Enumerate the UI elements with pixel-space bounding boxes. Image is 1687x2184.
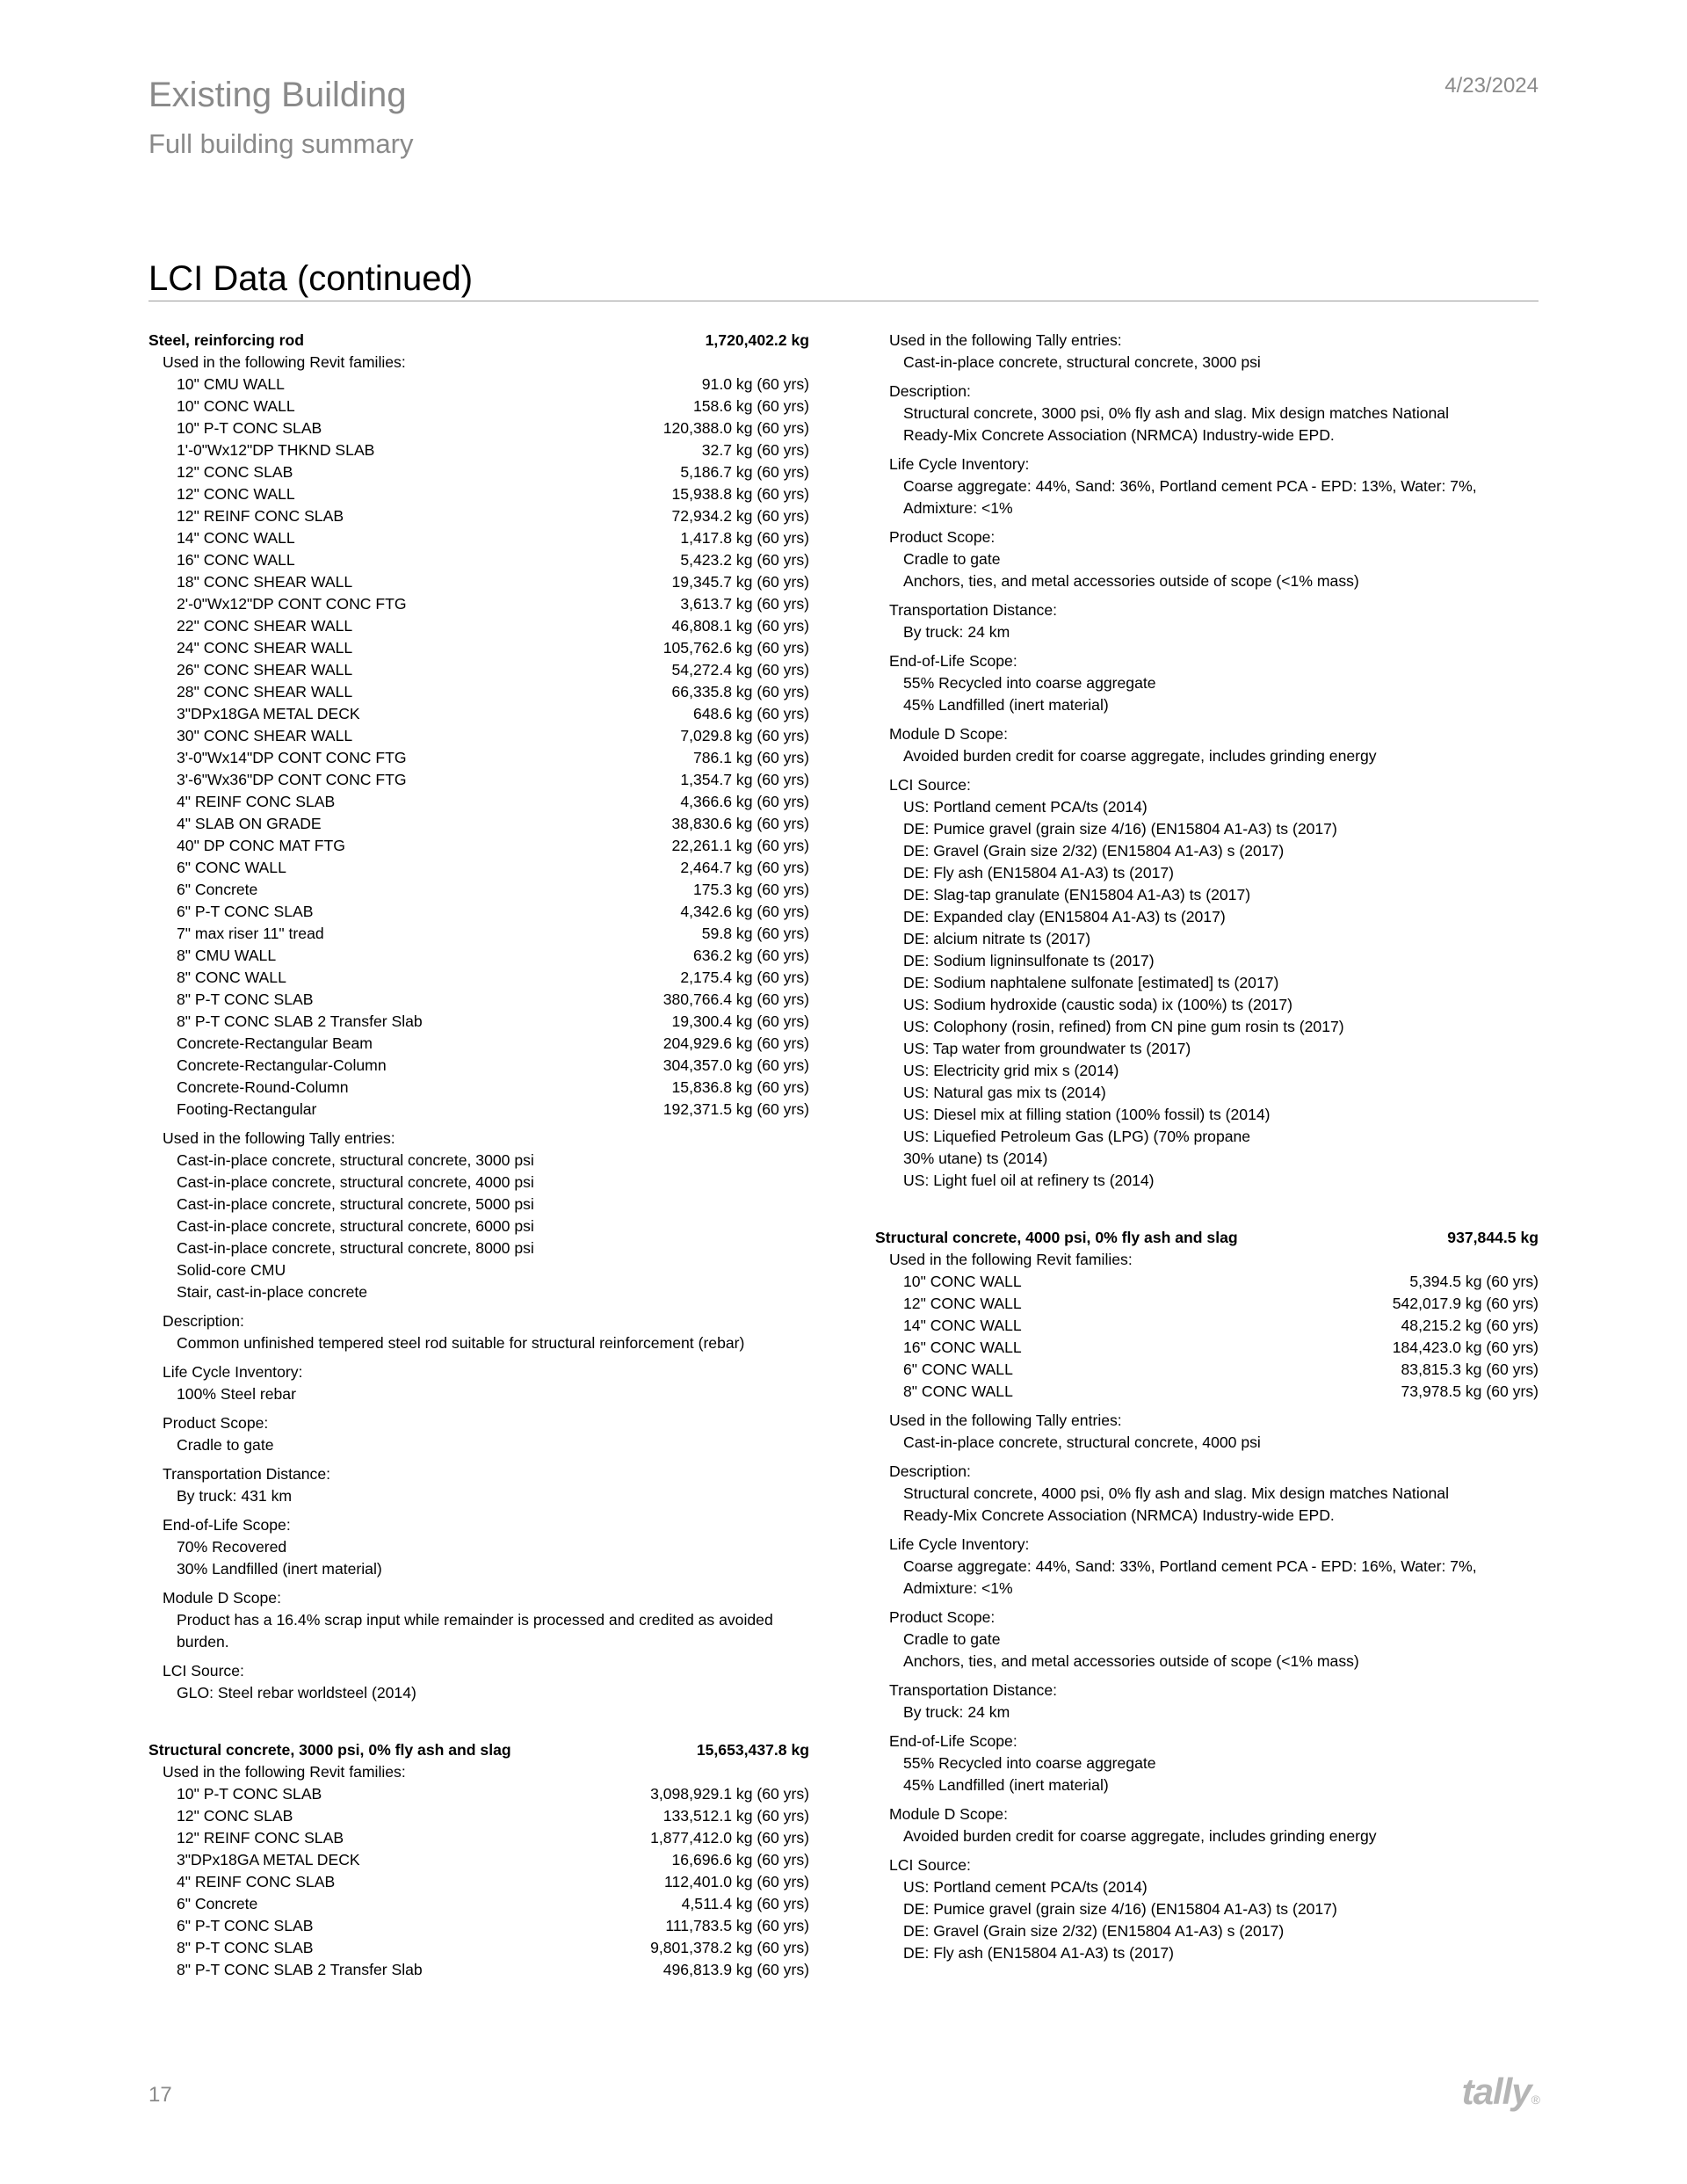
family-name: 1'-0"Wx12"DP THKND SLAB (177, 441, 375, 459)
text-line: By truck: 431 km (177, 1487, 293, 1505)
module-d-text (148, 1609, 809, 1653)
text-line: 30% Landfilled (inert material) (177, 1560, 382, 1578)
family-value: 83,815.3 kg (60 yrs) (1401, 1360, 1539, 1378)
family-row (148, 461, 809, 483)
family-row (148, 1937, 809, 1959)
family-name: 40" DP CONC MAT FTG (177, 837, 345, 854)
family-name: 12" CONC WALL (903, 1295, 1022, 1312)
family-name: 10" P-T CONC SLAB (177, 419, 322, 437)
product-scope-label: Product Scope: (889, 1608, 996, 1626)
family-value: 120,388.0 kg (60 yrs) (662, 419, 809, 437)
material-name: Steel, reinforcing rod (148, 331, 304, 349)
product-scope-text (875, 1629, 1539, 1672)
family-name: 10" CONC WALL (177, 397, 295, 415)
material-total: 1,720,402.2 kg (705, 331, 809, 349)
text-line: Structural concrete, 3000 psi, 0% fly ash and slag. Mix design matches National (903, 404, 1449, 422)
tally-entries-list (875, 352, 1539, 374)
family-row (148, 1827, 809, 1849)
text-line: By truck: 24 km (903, 623, 1010, 641)
family-name: Footing-Rectangular (177, 1100, 317, 1118)
family-value: 380,766.4 kg (60 yrs) (662, 990, 809, 1008)
report-title: Existing Building (148, 76, 407, 114)
family-row (148, 527, 809, 549)
family-value: 19,300.4 kg (60 yrs) (671, 1012, 809, 1030)
description-label: Description: (163, 1312, 244, 1330)
family-row (148, 1011, 809, 1033)
report-date: 4/23/2024 (1444, 74, 1539, 98)
family-name: 3'-6"Wx36"DP CONT CONC FTG (177, 771, 407, 788)
family-name: 26" CONC SHEAR WALL (177, 661, 353, 678)
family-name: 7" max riser 11" tread (177, 925, 324, 942)
text-line: By truck: 24 km (903, 1703, 1010, 1721)
family-name: 2'-0"Wx12"DP CONT CONC FTG (177, 595, 407, 613)
text-line: US: Sodium hydroxide (caustic soda) ix (100%) ts (2017) (903, 996, 1292, 1013)
lci-source-text (875, 1876, 1539, 1964)
family-row (148, 1805, 809, 1827)
text-line: Coarse aggregate: 44%, Sand: 33%, Portland cement PCA - EPD: 16%, Water: 7%, (903, 1557, 1477, 1575)
family-value: 175.3 kg (60 yrs) (692, 881, 809, 898)
family-row (148, 703, 809, 725)
family-row (148, 967, 809, 989)
family-value: 192,371.5 kg (60 yrs) (662, 1100, 809, 1118)
family-name: 10" CMU WALL (177, 375, 285, 393)
family-value: 46,808.1 kg (60 yrs) (671, 617, 809, 635)
family-value: 7,029.8 kg (60 yrs) (680, 727, 809, 744)
text-line: Admixture: <1% (903, 1579, 1013, 1597)
text-line: US: Portland cement PCA/ts (2014) (903, 798, 1148, 816)
family-name: 8" CMU WALL (177, 947, 277, 964)
transportation-label: Transportation Distance: (889, 1681, 1058, 1699)
family-row (148, 945, 809, 967)
family-value: 2,464.7 kg (60 yrs) (680, 859, 809, 876)
family-name: 6" Concrete (177, 1895, 258, 1912)
description-text (875, 1483, 1539, 1527)
family-name: 12" REINF CONC SLAB (177, 507, 344, 525)
lci-source-label: LCI Source: (889, 776, 971, 794)
tally-entries-label: Used in the following Tally entries: (889, 331, 1122, 349)
family-value: 133,512.1 kg (60 yrs) (662, 1807, 809, 1825)
inventory-label: Life Cycle Inventory: (889, 1535, 1030, 1553)
text-line: Cradle to gate (177, 1436, 274, 1454)
family-value: 2,175.4 kg (60 yrs) (680, 969, 809, 986)
family-row (148, 659, 809, 681)
family-value: 786.1 kg (60 yrs) (692, 749, 809, 766)
family-name: 14" CONC WALL (177, 529, 295, 547)
tally-logo (1462, 2071, 1539, 2113)
text-line: Cradle to gate (903, 550, 1001, 568)
report-subtitle: Full building summary (148, 128, 414, 159)
text-line: Cast-in-place concrete, structural concrete, 3000 psi (903, 353, 1261, 371)
product-scope-label: Product Scope: (889, 528, 996, 546)
family-value: 5,186.7 kg (60 yrs) (680, 463, 809, 481)
family-name: Concrete-Round-Column (177, 1078, 349, 1096)
inventory-text (875, 475, 1539, 519)
revit-families-list (148, 1783, 809, 1981)
text-line: DE: Slag-tap granulate (EN15804 A1-A3) ts (2017) (903, 886, 1251, 903)
text-line: Cast-in-place concrete, structural concrete, 8000 psi (177, 1239, 534, 1257)
text-line: Structural concrete, 4000 psi, 0% fly ash and slag. Mix design matches National (903, 1484, 1449, 1502)
family-row (148, 923, 809, 945)
tally-entries-list (875, 1432, 1539, 1454)
family-value: 54,272.4 kg (60 yrs) (671, 661, 809, 678)
text-line: Solid-core CMU (177, 1261, 286, 1279)
family-value: 111,783.5 kg (60 yrs) (665, 1917, 809, 1934)
family-value: 304,357.0 kg (60 yrs) (662, 1056, 809, 1074)
material-block-sc3000-families (148, 1739, 809, 1981)
family-name: 18" CONC SHEAR WALL (177, 573, 353, 591)
family-row (148, 725, 809, 747)
text-line: DE: Sodium ligninsulfonate ts (2017) (903, 952, 1155, 969)
lci-source-label: LCI Source: (163, 1662, 244, 1680)
family-value: 112,401.0 kg (60 yrs) (664, 1873, 809, 1890)
family-row (148, 901, 809, 923)
family-name: 3"DPx18GA METAL DECK (177, 1851, 360, 1868)
text-line: Ready-Mix Concrete Association (NRMCA) Industry-wide EPD. (903, 1506, 1335, 1524)
family-row (148, 879, 809, 901)
family-row (148, 681, 809, 703)
family-value: 542,017.9 kg (60 yrs) (1392, 1295, 1539, 1312)
description-label: Description: (889, 382, 971, 400)
family-value: 73,978.5 kg (60 yrs) (1401, 1382, 1539, 1400)
module-d-text (875, 745, 1539, 767)
module-d-label: Module D Scope: (889, 1805, 1008, 1823)
family-name: 8" CONC WALL (903, 1382, 1013, 1400)
text-line: 100% Steel rebar (177, 1385, 296, 1403)
family-name: 16" CONC WALL (903, 1339, 1022, 1356)
revit-families-label: Used in the following Revit families: (889, 1251, 1133, 1268)
family-name: 10" CONC WALL (903, 1273, 1022, 1290)
family-row (148, 483, 809, 505)
tally-entries-list (148, 1150, 809, 1303)
family-value: 15,938.8 kg (60 yrs) (671, 485, 809, 503)
text-line: DE: Expanded clay (EN15804 A1-A3) ts (2017) (903, 908, 1226, 925)
section-title: LCI Data (continued) (148, 259, 474, 298)
family-row (148, 835, 809, 857)
family-name: 12" CONC SLAB (177, 463, 293, 481)
family-value: 19,345.7 kg (60 yrs) (671, 573, 809, 591)
text-line: 45% Landfilled (inert material) (903, 696, 1109, 714)
family-value: 4,366.6 kg (60 yrs) (680, 793, 809, 810)
family-row (148, 1055, 809, 1077)
family-name: 12" CONC WALL (177, 485, 295, 503)
family-value: 38,830.6 kg (60 yrs) (671, 815, 809, 832)
family-name: 6" CONC WALL (177, 859, 286, 876)
family-row (875, 1337, 1539, 1359)
family-row (148, 791, 809, 813)
family-value: 496,813.9 kg (60 yrs) (662, 1961, 809, 1978)
family-row (148, 395, 809, 417)
text-line: 70% Recovered (177, 1538, 287, 1556)
family-value: 59.8 kg (60 yrs) (701, 925, 809, 942)
family-name: 12" CONC SLAB (177, 1807, 293, 1825)
description-label: Description: (889, 1462, 971, 1480)
family-value: 15,836.8 kg (60 yrs) (671, 1078, 809, 1096)
family-row (148, 1077, 809, 1099)
text-line: Anchors, ties, and metal accessories outside of scope (<1% mass) (903, 1652, 1359, 1670)
family-row (148, 1099, 809, 1121)
family-name: 22" CONC SHEAR WALL (177, 617, 353, 635)
description-text (875, 403, 1539, 446)
family-row (148, 439, 809, 461)
text-line: Cast-in-place concrete, structural concrete, 6000 psi (177, 1217, 534, 1235)
family-value: 5,423.2 kg (60 yrs) (680, 551, 809, 569)
family-row (148, 747, 809, 769)
family-value: 72,934.2 kg (60 yrs) (671, 507, 809, 525)
text-line: DE: Gravel (Grain size 2/32) (EN15804 A1-A3) s (2017) (903, 1922, 1285, 1940)
family-name: 4" REINF CONC SLAB (177, 793, 336, 810)
text-line: Cast-in-place concrete, structural concrete, 3000 psi (177, 1151, 534, 1169)
family-value: 3,098,929.1 kg (60 yrs) (650, 1785, 809, 1803)
eol-scope-text (875, 672, 1539, 716)
family-row (148, 505, 809, 527)
family-name: 4" SLAB ON GRADE (177, 815, 322, 832)
eol-scope-label: End-of-Life Scope: (889, 652, 1017, 670)
lci-source-label: LCI Source: (889, 1856, 971, 1874)
material-header (875, 1227, 1539, 1249)
family-value: 4,511.4 kg (60 yrs) (681, 1895, 809, 1912)
logo-text: tally (1461, 2071, 1531, 2112)
text-line: DE: Gravel (Grain size 2/32) (EN15804 A1-A3) s (2017) (903, 842, 1285, 860)
material-block-steel (148, 330, 809, 1704)
text-line: GLO: Steel rebar worldsteel (2014) (177, 1684, 416, 1701)
revit-families-list (875, 1271, 1539, 1403)
family-row (148, 1959, 809, 1981)
family-row (875, 1359, 1539, 1381)
text-line: DE: Pumice gravel (grain size 4/16) (EN15804 A1-A3) ts (2017) (903, 820, 1337, 838)
family-value: 9,801,378.2 kg (60 yrs) (650, 1939, 809, 1956)
family-value: 1,417.8 kg (60 yrs) (680, 529, 809, 547)
text-line: DE: Sodium naphtalene sulfonate [estimated] ts (2017) (903, 974, 1279, 991)
family-value: 22,261.1 kg (60 yrs) (671, 837, 809, 854)
family-value: 91.0 kg (60 yrs) (701, 375, 809, 393)
family-row (875, 1381, 1539, 1403)
module-d-label: Module D Scope: (163, 1589, 281, 1607)
material-total: 15,653,437.8 kg (696, 1741, 809, 1759)
family-row (148, 1871, 809, 1893)
registered-mark-icon: ® (1531, 2093, 1539, 2107)
material-block-sc3000-details (875, 330, 1539, 1192)
eol-scope-label: End-of-Life Scope: (163, 1516, 291, 1534)
family-name: 24" CONC SHEAR WALL (177, 639, 353, 657)
material-header (148, 330, 809, 352)
family-name: 6" P-T CONC SLAB (177, 1917, 314, 1934)
family-row (148, 549, 809, 571)
family-name: 6" Concrete (177, 881, 258, 898)
family-row (148, 1033, 809, 1055)
product-scope-text (148, 1434, 809, 1456)
text-line: Admixture: <1% (903, 499, 1013, 517)
family-row (875, 1271, 1539, 1293)
revit-families-label: Used in the following Revit families: (163, 1763, 406, 1781)
page-number: 17 (148, 2083, 172, 2107)
text-line: Ready-Mix Concrete Association (NRMCA) Industry-wide EPD. (903, 426, 1335, 444)
text-line: DE: Fly ash (EN15804 A1-A3) ts (2017) (903, 1944, 1175, 1962)
family-name: 28" CONC SHEAR WALL (177, 683, 353, 700)
family-name: 3"DPx18GA METAL DECK (177, 705, 360, 722)
text-line: DE: alcium nitrate ts (2017) (903, 930, 1091, 947)
family-row (148, 637, 809, 659)
inventory-text (875, 1556, 1539, 1600)
text-line: Avoided burden credit for coarse aggregate, includes grinding energy (903, 1827, 1377, 1845)
text-line: US: Tap water from groundwater ts (2017) (903, 1040, 1191, 1057)
family-value: 4,342.6 kg (60 yrs) (680, 903, 809, 920)
text-line: Common unfinished tempered steel rod suitable for structural reinforcement (rebar) (177, 1334, 745, 1352)
tally-entries-label: Used in the following Tally entries: (163, 1129, 395, 1147)
left-column (148, 330, 809, 1981)
text-line: 30% utane) ts (2014) (903, 1150, 1048, 1167)
text-line: US: Portland cement PCA/ts (2014) (903, 1878, 1148, 1896)
revit-families-list (148, 374, 809, 1121)
tally-entries-label: Used in the following Tally entries: (889, 1411, 1122, 1429)
family-value: 1,354.7 kg (60 yrs) (680, 771, 809, 788)
module-d-text (875, 1825, 1539, 1847)
text-line: Stair, cast-in-place concrete (177, 1283, 368, 1301)
product-scope-label: Product Scope: (163, 1414, 269, 1432)
text-line: Avoided burden credit for coarse aggregate, includes grinding energy (903, 747, 1377, 765)
text-line: US: Natural gas mix ts (2014) (903, 1084, 1106, 1101)
text-line: US: Diesel mix at filling station (100% fossil) ts (2014) (903, 1106, 1271, 1123)
family-row (875, 1293, 1539, 1315)
family-name: 8" P-T CONC SLAB 2 Transfer Slab (177, 1961, 423, 1978)
family-name: 8" P-T CONC SLAB (177, 990, 314, 1008)
family-row (148, 1915, 809, 1937)
family-value: 204,929.6 kg (60 yrs) (662, 1034, 809, 1052)
text-line: US: Electricity grid mix s (2014) (903, 1062, 1119, 1079)
material-header (148, 1739, 809, 1761)
text-line: US: Colophony (rosin, refined) from CN pine gum rosin ts (2017) (903, 1018, 1344, 1035)
material-block-sc4000 (875, 1227, 1539, 1964)
family-value: 636.2 kg (60 yrs) (692, 947, 809, 964)
eol-scope-label: End-of-Life Scope: (889, 1732, 1017, 1750)
transportation-label: Transportation Distance: (163, 1465, 331, 1483)
lci-source-text (148, 1682, 809, 1704)
inventory-text (148, 1383, 809, 1405)
family-row (148, 1849, 809, 1871)
family-name: 16" CONC WALL (177, 551, 295, 569)
family-name: 8" CONC WALL (177, 969, 286, 986)
right-column (875, 330, 1539, 1964)
family-value: 1,877,412.0 kg (60 yrs) (650, 1829, 809, 1847)
family-row (148, 813, 809, 835)
family-value: 66,335.8 kg (60 yrs) (671, 683, 809, 700)
text-line: Cradle to gate (903, 1630, 1001, 1648)
family-row (148, 417, 809, 439)
revit-families-label: Used in the following Revit families: (163, 353, 406, 371)
family-row (148, 857, 809, 879)
family-value: 3,613.7 kg (60 yrs) (680, 595, 809, 613)
family-name: 12" REINF CONC SLAB (177, 1829, 344, 1847)
family-name: 10" P-T CONC SLAB (177, 1785, 322, 1803)
text-line: Cast-in-place concrete, structural concrete, 5000 psi (177, 1195, 534, 1213)
text-line: 45% Landfilled (inert material) (903, 1776, 1109, 1794)
family-value: 16,696.6 kg (60 yrs) (671, 1851, 809, 1868)
family-row (148, 374, 809, 395)
text-line: US: Liquefied Petroleum Gas (LPG) (70% propane (903, 1128, 1251, 1145)
text-line: Cast-in-place concrete, structural concrete, 4000 psi (903, 1433, 1261, 1451)
family-name: Concrete-Rectangular Beam (177, 1034, 373, 1052)
family-row (148, 593, 809, 615)
eol-scope-text (875, 1752, 1539, 1796)
description-text (148, 1332, 809, 1354)
family-name: 14" CONC WALL (903, 1317, 1022, 1334)
family-value: 648.6 kg (60 yrs) (692, 705, 809, 722)
family-value: 48,215.2 kg (60 yrs) (1401, 1317, 1539, 1334)
family-row (148, 571, 809, 593)
text-line: Cast-in-place concrete, structural concrete, 4000 psi (177, 1173, 534, 1191)
text-line: Coarse aggregate: 44%, Sand: 36%, Portland cement PCA - EPD: 13%, Water: 7%, (903, 477, 1477, 495)
product-scope-text (875, 548, 1539, 592)
transportation-label: Transportation Distance: (889, 601, 1058, 619)
module-d-label: Module D Scope: (889, 725, 1008, 743)
inventory-label: Life Cycle Inventory: (889, 455, 1030, 473)
material-name: Structural concrete, 4000 psi, 0% fly ash and slag (875, 1229, 1238, 1246)
family-value: 32.7 kg (60 yrs) (701, 441, 809, 459)
family-name: 6" P-T CONC SLAB (177, 903, 314, 920)
family-value: 158.6 kg (60 yrs) (692, 397, 809, 415)
text-line: Product has a 16.4% scrap input while remainder is processed and credited as avoided (177, 1611, 773, 1629)
family-value: 105,762.6 kg (60 yrs) (662, 639, 809, 657)
family-name: 30" CONC SHEAR WALL (177, 727, 353, 744)
family-name: 8" P-T CONC SLAB (177, 1939, 314, 1956)
text-line: Anchors, ties, and metal accessories outside of scope (<1% mass) (903, 572, 1359, 590)
text-line: US: Light fuel oil at refinery ts (2014) (903, 1172, 1155, 1189)
text-line: burden. (177, 1633, 229, 1651)
family-name: 4" REINF CONC SLAB (177, 1873, 336, 1890)
material-name: Structural concrete, 3000 psi, 0% fly ash and slag (148, 1741, 511, 1759)
family-value: 5,394.5 kg (60 yrs) (1409, 1273, 1539, 1290)
eol-scope-text (148, 1536, 809, 1580)
family-name: 8" P-T CONC SLAB 2 Transfer Slab (177, 1012, 423, 1030)
family-row (148, 769, 809, 791)
transportation-text (875, 621, 1539, 643)
family-row (148, 989, 809, 1011)
family-row (148, 1783, 809, 1805)
family-row (148, 615, 809, 637)
family-row (875, 1315, 1539, 1337)
family-row (148, 1893, 809, 1915)
family-value: 184,423.0 kg (60 yrs) (1392, 1339, 1539, 1356)
inventory-label: Life Cycle Inventory: (163, 1363, 303, 1381)
family-name: 3'-0"Wx14"DP CONT CONC FTG (177, 749, 407, 766)
text-line: 55% Recycled into coarse aggregate (903, 674, 1156, 692)
lci-source-text (875, 796, 1539, 1192)
family-name: Concrete-Rectangular-Column (177, 1056, 387, 1074)
text-line: DE: Fly ash (EN15804 A1-A3) ts (2017) (903, 864, 1175, 882)
text-line: 55% Recycled into coarse aggregate (903, 1754, 1156, 1772)
material-total: 937,844.5 kg (1447, 1229, 1539, 1246)
transportation-text (875, 1701, 1539, 1723)
transportation-text (148, 1485, 809, 1507)
text-line: DE: Pumice gravel (grain size 4/16) (EN15804 A1-A3) ts (2017) (903, 1900, 1337, 1918)
family-name: 6" CONC WALL (903, 1360, 1013, 1378)
